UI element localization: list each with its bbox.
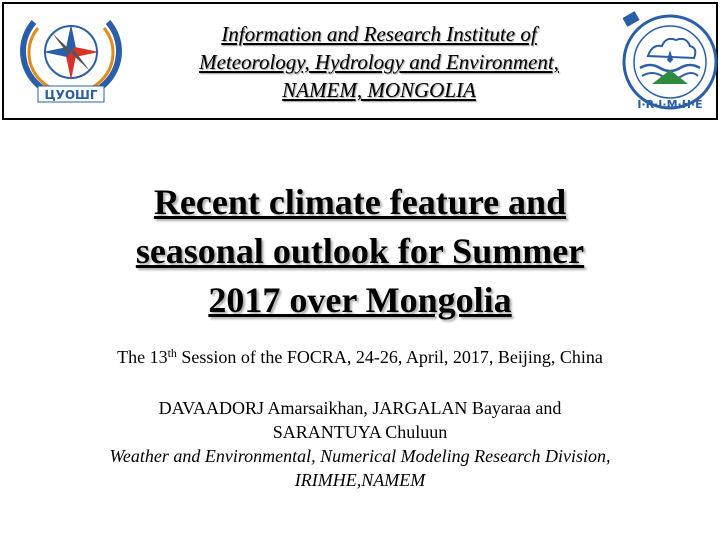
slide-title [40, 178, 680, 325]
institute-line: Information and Research Institute of [221, 22, 537, 46]
session-info [0, 345, 720, 369]
session-suffix: Session of the FOCRA, 24-26, April, 2017, Beijing, China [176, 347, 603, 367]
institute-name [154, 20, 604, 104]
affiliation-line: Weather and Environmental, Numerical Modeling Research Division, [109, 446, 611, 466]
institute-line: NAMEM, MONGOLIA [282, 78, 476, 102]
authors-line: DAVAADORJ Amarsaikhan, JARGALAN Bayaraa and [158, 398, 562, 418]
namem-logo-icon [16, 14, 126, 110]
title-line: Recent climate feature and [153, 182, 567, 222]
authors [0, 396, 720, 444]
affiliation-line: IRIMHE,NAMEM [294, 470, 426, 490]
left-logo-text: ЦУОШГ [44, 88, 98, 102]
right-logo-text: I·R·I·M·H·E [637, 98, 703, 111]
title-line: seasonal outlook for Summer [135, 231, 585, 271]
session-prefix: The 13 [117, 347, 168, 367]
authors-line: SARANTUYA Chuluun [272, 422, 448, 442]
irimhe-logo-icon [618, 10, 718, 114]
affiliation [0, 444, 720, 492]
title-line: 2017 over Mongolia [208, 280, 512, 320]
session-sup: th [167, 346, 177, 360]
institute-line: Meteorology, Hydrology and Environment, [199, 50, 559, 74]
header-banner [2, 2, 718, 120]
